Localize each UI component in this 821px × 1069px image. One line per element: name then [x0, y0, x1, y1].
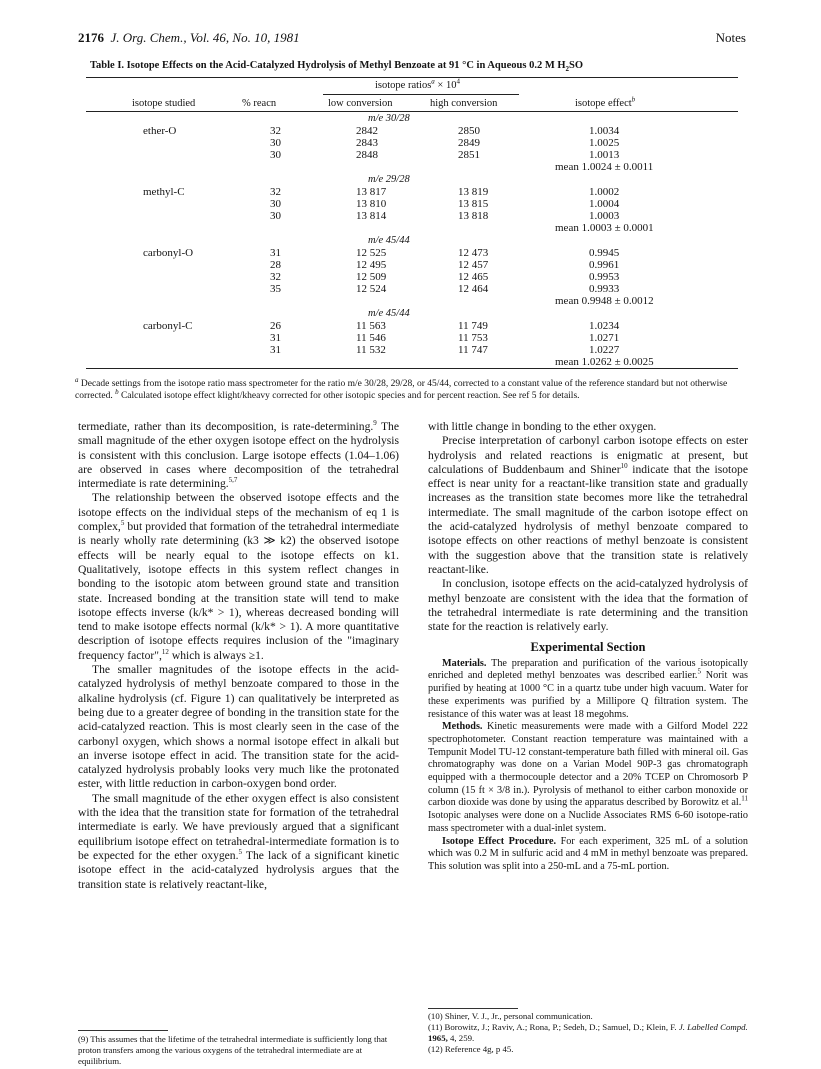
ratio-subheader: m/e 45/44 — [368, 308, 410, 319]
cell-high-conversion: 12 473 — [458, 247, 489, 259]
cell-isotope-effect: 1.0002 — [589, 186, 620, 198]
table-caption — [90, 60, 730, 73]
right-footnotes — [428, 1011, 748, 1055]
table-header-rule — [86, 111, 738, 112]
ratio-subheader: m/e 30/28 — [368, 113, 410, 124]
paragraph: The relationship between the observed isotope effects and the isotope effects on the individual steps of the mechanism of eq 1 is complex,$^5$ but provided that formation of the tetrahedral intermediate is nearly wholly rate determining (k3 ≫ k2) the observed isotope effects will be nearly equal to the isotope effects on k1. Qualitatively, isotope effects in this system reflect changes in bonding to the isotopic atom between ground state and transition state. Increased bonding at the transition state will tend to make isotope effects inverse (k/k* > 1), whereas decreased bonding will tend to make isotope effects normal (k/k* > 1). A more quantitative description of isotope effects requires inclusion of the "imaginary frequency factor",$^{12}$ which is always ≥1. — [78, 491, 399, 662]
cell-low-conversion: 11 546 — [356, 332, 386, 344]
ratio-subheader: m/e 45/44 — [368, 235, 410, 246]
cell-reacn: 32 — [270, 186, 281, 198]
right-footnote-rule — [428, 1008, 518, 1009]
journal-citation: J. Org. Chem., Vol. 46, No. 10, 1981 — [110, 30, 300, 45]
header-isotope-studied: isotope studied — [132, 98, 196, 109]
cell-low-conversion: 11 563 — [356, 320, 386, 332]
header-isotope-ratio: isotope ratios$^a$ × $10^4$ — [375, 77, 460, 91]
left-footnotes — [78, 1034, 399, 1067]
cell-high-conversion: 2850 — [458, 125, 480, 137]
cell-reacn: 31 — [270, 332, 281, 344]
cell-high-conversion: 12 457 — [458, 259, 489, 271]
cell-low-conversion: 2843 — [356, 137, 378, 149]
cell-reacn: 32 — [270, 125, 281, 137]
cell-isotope-effect: 1.0227 — [589, 344, 620, 356]
running-header-citation — [78, 30, 300, 46]
cell-high-conversion: 12 465 — [458, 271, 489, 283]
mean-value: mean 0.9948 ± 0.0012 — [555, 295, 654, 307]
cell-high-conversion: 2851 — [458, 149, 480, 161]
cell-reacn: 32 — [270, 271, 281, 283]
cell-reacn: 30 — [270, 198, 281, 210]
caption-main: Table I. Isotope Effects on the Acid-Catalyzed Hydrolysis of Methyl Benzoate at 91 °C in Aqueous 0.2 M H — [90, 60, 566, 71]
cell-high-conversion: 11 753 — [458, 332, 488, 344]
isotope-label: ether-O — [143, 125, 177, 137]
table-footnote: $^a$ Decade settings from the isotope ratio mass spectrometer for the ratio m/e 30/28, 29/28, or 45/44, corrected to a constant value of the reference standard but not otherwise corrected. $^b$ Calculated isotope effect klight/kheavy corrected for other isotopic species and for percent reaction. See ref 5 for details. — [75, 375, 728, 401]
cell-low-conversion: 12 525 — [356, 247, 387, 259]
paragraph: Isotope Effect Procedure. For each experiment, 325 mL of a solution which was 0.2 M in sulfuric acid and 4 mM in methyl benzoate was prepared. This solution was split into a 250-mL and a 75-mL portion. — [428, 835, 748, 872]
cell-isotope-effect: 0.9961 — [589, 259, 620, 271]
footnote-12: (12) Reference 4g, p 45. — [428, 1044, 514, 1054]
cell-high-conversion: 11 747 — [458, 344, 488, 356]
cell-low-conversion: 12 509 — [356, 271, 387, 283]
mean-value: mean 1.0262 ± 0.0025 — [555, 356, 654, 368]
cell-low-conversion: 2848 — [356, 149, 378, 161]
cell-reacn: 26 — [270, 320, 281, 332]
paragraph: termediate, rather than its decomposition, is rate-determining.$^9$ The small magnitude of the ether oxygen isotope effect on the hydrolysis is consistent with this conclusion. Large isotope effects (1.04–1.06) are observed in cases where decomposition of the tetrahedral intermediate is rate determining.$^{5,7}$ — [78, 419, 399, 491]
section-label: Notes — [715, 30, 746, 45]
page-number: 2176 — [78, 30, 104, 45]
footnote-10: (10) Shiner, V. J., Jr., personal communication. — [428, 1011, 593, 1021]
header-high-conversion: high conversion — [430, 98, 498, 109]
paragraph: In conclusion, isotope effects on the acid-catalyzed hydrolysis of methyl benzoate are consistent with the idea that the formation of the tetrahedral intermediate is rate determining and the transition state for the reaction is relatively early. — [428, 577, 748, 634]
cell-reacn: 35 — [270, 283, 281, 295]
left-column — [78, 420, 399, 892]
cell-reacn: 30 — [270, 149, 281, 161]
cell-high-conversion: 12 464 — [458, 283, 489, 295]
cell-low-conversion: 13 810 — [356, 198, 387, 210]
paragraph: Methods. Kinetic measurements were made with a Gilford Model 222 spectrophotometer. Constant reaction temperature was maintained with a Tempunit Model TU-12 constant-temperature bath filled with mineral oil. Gas chromatography was done on a Varian Model 90P-3 gas chromatograph equipped with a thermocouple detector and a 20% TCEP on Chromosorb P column (15 ft × 3/8 in.). Pyrolysis of methanol to either carbon monoxide or carbon dioxide was done by using the apparatus described by Borowitz et al.$^{11}$ Isotopic analyses were done on a Nuclide Associates RMS 6-60 isotope-ratio mass spectrometer with a dual-inlet system. — [428, 721, 748, 834]
isotope-label: carbonyl-C — [143, 320, 193, 332]
header-low-conversion: low conversion — [328, 98, 393, 109]
cell-isotope-effect: 1.0013 — [589, 149, 620, 161]
ratio-subheader: m/e 29/28 — [368, 174, 410, 185]
left-footnote-rule — [78, 1030, 168, 1031]
paragraph: The small magnitude of the ether oxygen effect is also consistent with the idea that the transition state for formation of the tetrahedral intermediate is early. We have previously argued that a significant equilibrium isotope effect on tetrahedral-intermediate formation is to be expected for the ether oxygen.$^5$ The lack of a significant kinetic isotope effect in the acid-catalyzed hydrolysis argues that the transition state is relatively reactant-like, — [78, 791, 399, 891]
paragraph: Materials. The preparation and purification of the various isotopically enriched and depleted methyl benzoates was described earlier.$^5$ Norit was purified by heating at 1000 °C in a quartz tube under high vacuum. Water for these experiments was purified by a Millipore Q filtration system. The resistance of this water was at least 18 megohms. — [428, 657, 748, 720]
paragraph: The smaller magnitudes of the isotope effects in the acid-catalyzed hydrolysis of methyl benzoate compared to those in the alkaline hydrolysis (cf. Figure 1) can qualitatively be interpreted as being due to a greater degree of bonding in the transition state for the acid-catalyzed reaction. This is most clearly seen in the case of the carbonyl oxygen, which shows a normal isotope effect in alkali but an inverse isotope effect in acid. The transition state for the acid-catalyzed hydrolysis probably looks very much like the protonated ester, with little reduction in carbon-oxygen bond order. — [78, 663, 399, 791]
table-top-rule — [86, 77, 738, 78]
isotope-label: carbonyl-O — [143, 247, 194, 259]
cell-high-conversion: 13 819 — [458, 186, 489, 198]
cell-isotope-effect: 0.9945 — [589, 247, 620, 259]
cell-reacn: 31 — [270, 247, 281, 259]
mean-value: mean 1.0003 ± 0.0001 — [555, 222, 654, 234]
cell-isotope-effect: 1.0025 — [589, 137, 620, 149]
header-isotope-effect: isotope effect$^b$ — [575, 95, 636, 109]
header-percent-reacn: % reacn — [242, 98, 277, 109]
cell-high-conversion: 13 818 — [458, 210, 489, 222]
caption-tail: SO — [569, 60, 584, 71]
table-bottom-rule — [86, 368, 738, 369]
footnote-9: (9) This assumes that the lifetime of the tetrahedral intermediate is sufficiently long that proton transfers among the various oxygens of the tetrahedral intermediate are at equilibrium. — [78, 1034, 388, 1066]
paragraph: with little change in bonding to the ether oxygen. — [428, 420, 657, 433]
paragraph: Precise interpretation of carbonyl carbon isotope effects on ester hydrolysis and related reactions is enigmatic at present, but calculations of Buddenbaum and Shiner$^{10}$ indicate that the isotope effect is near unity for a reactant-like transition state and gradually increases as the transition state becomes more like the tetrahedral intermediate. The small magnitude of the carbon isotope effect on the acid-catalyzed hydrolysis of methyl benzoate compared to isotope effects on other reactions of methyl benzoate is consistent with the suggestion above that the transition state is relatively reactant-like. — [428, 434, 748, 576]
cell-isotope-effect: 1.0003 — [589, 210, 620, 222]
cell-isotope-effect: 1.0004 — [589, 198, 620, 210]
cell-high-conversion: 13 815 — [458, 198, 489, 210]
cell-reacn: 28 — [270, 259, 281, 271]
cell-isotope-effect: 1.0271 — [589, 332, 620, 344]
cell-low-conversion: 12 495 — [356, 259, 387, 271]
experimental-section-title: Experimental Section — [530, 640, 646, 655]
footnote-11: (11) Borowitz, J.; Raviv, A.; Rona, P.; Sedeh, D.; Samuel, D.; Klein, F. J. Labelled Compd. 1965, 4, 259. — [428, 1022, 748, 1043]
cell-high-conversion: 2849 — [458, 137, 480, 149]
ratio-group-rule — [323, 94, 519, 95]
cell-low-conversion: 12 524 — [356, 283, 387, 295]
isotope-label: methyl-C — [143, 186, 185, 198]
cell-isotope-effect: 1.0034 — [589, 125, 620, 137]
cell-low-conversion: 13 814 — [356, 210, 387, 222]
cell-low-conversion: 11 532 — [356, 344, 386, 356]
cell-low-conversion: 13 817 — [356, 186, 387, 198]
cell-isotope-effect: 0.9933 — [589, 283, 620, 295]
cell-reacn: 31 — [270, 344, 281, 356]
right-column — [428, 420, 748, 874]
cell-reacn: 30 — [270, 210, 281, 222]
mean-value: mean 1.0024 ± 0.0011 — [555, 161, 654, 173]
cell-low-conversion: 2842 — [356, 125, 378, 137]
cell-isotope-effect: 1.0234 — [589, 320, 620, 332]
caption-subscript: 2 — [565, 65, 570, 74]
cell-high-conversion: 11 749 — [458, 320, 488, 332]
cell-reacn: 30 — [270, 137, 281, 149]
cell-isotope-effect: 0.9953 — [589, 271, 620, 283]
